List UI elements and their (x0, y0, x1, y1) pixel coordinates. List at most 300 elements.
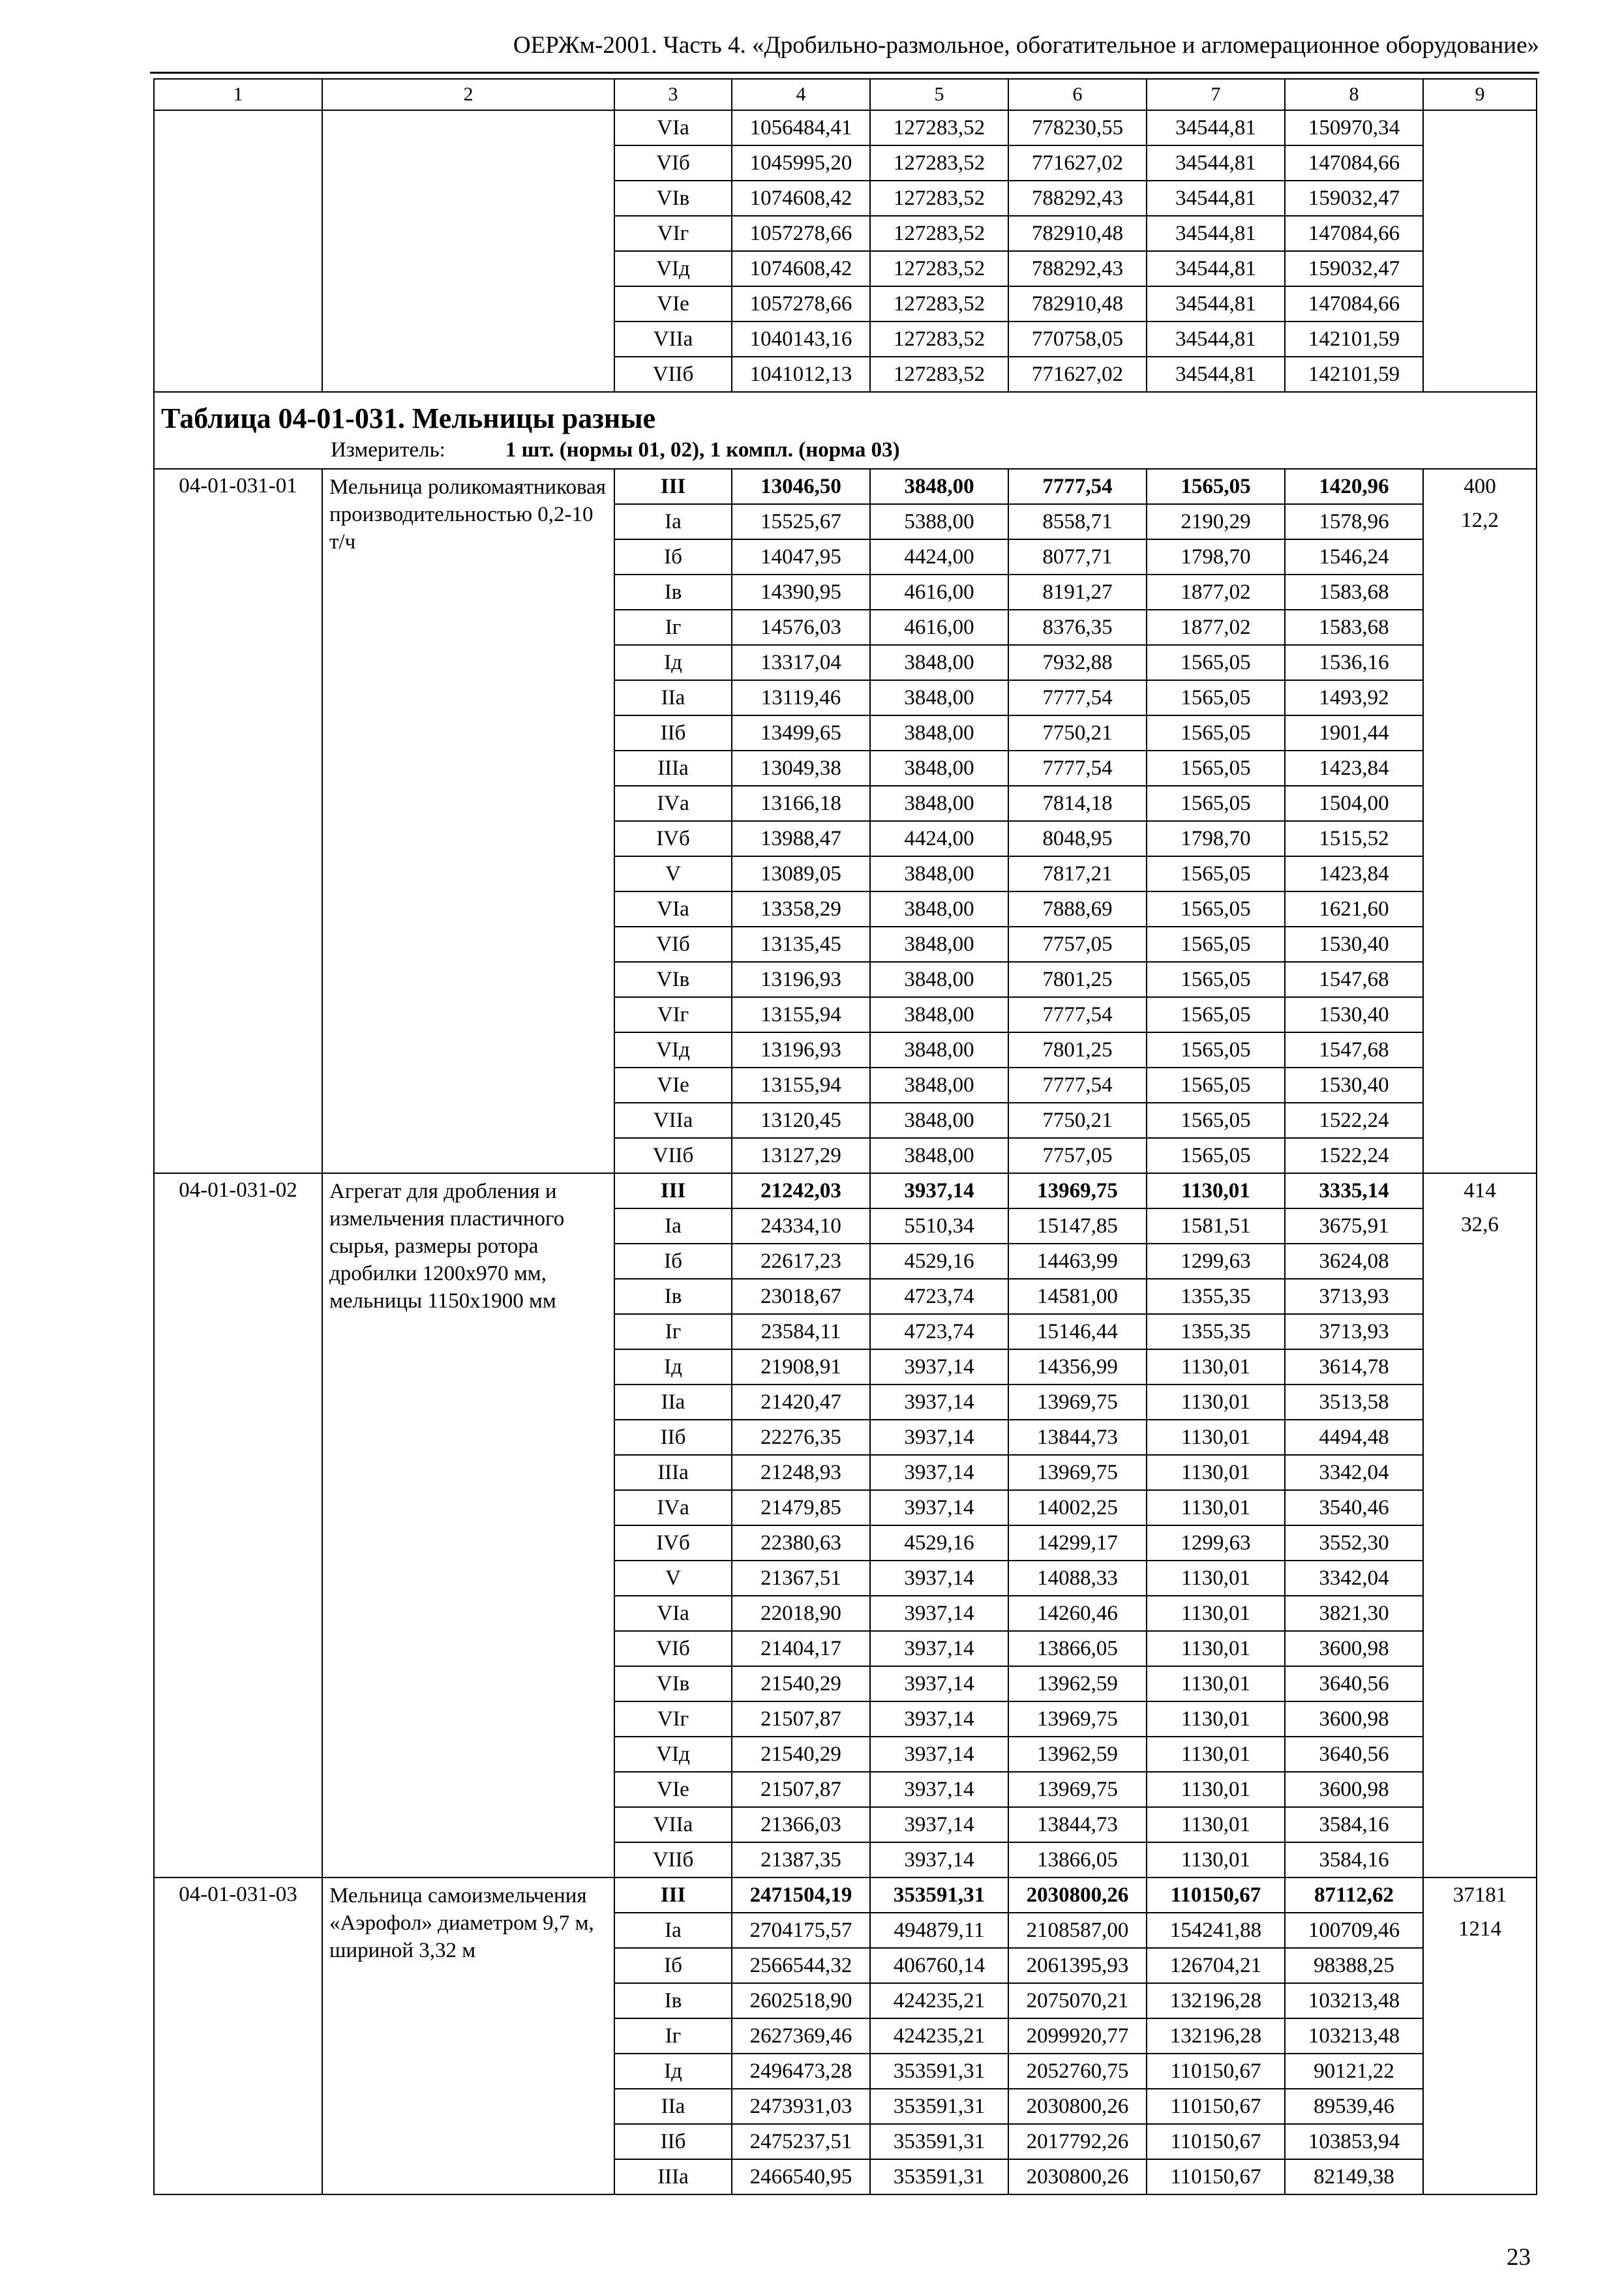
value-cell: 3848,00 (870, 680, 1008, 715)
value-cell: 3540,46 (1285, 1490, 1423, 1525)
norm-code: 04-01-031-01 (154, 469, 322, 1173)
value-cell: 1045995,20 (732, 145, 870, 181)
value-cell: 1423,84 (1285, 751, 1423, 786)
zone-cell: VIе (614, 1772, 732, 1807)
value-cell: 1130,01 (1147, 1596, 1285, 1631)
value-cell: 3848,00 (870, 715, 1008, 751)
zone-cell: III (614, 469, 732, 504)
value-cell: 1355,35 (1147, 1314, 1285, 1349)
value-cell: 13089,05 (732, 856, 870, 891)
zone-cell: VIб (614, 927, 732, 962)
value-cell: 4723,74 (870, 1279, 1008, 1314)
zone-cell: Iг (614, 2018, 732, 2054)
value-cell: 353591,31 (870, 2089, 1008, 2124)
col9-cell (1423, 1173, 1537, 1878)
value-cell: 3821,30 (1285, 1596, 1423, 1631)
value-cell: 3937,14 (870, 1807, 1008, 1842)
value-cell: 7932,88 (1008, 645, 1147, 680)
value-cell: 127283,52 (870, 216, 1008, 251)
value-cell: 13969,75 (1008, 1701, 1147, 1737)
unit-value: 1 шт. (нормы 01, 02), 1 компл. (норма 03) (505, 438, 900, 462)
zone-cell: VIIб (614, 1138, 732, 1173)
value-cell: 1798,70 (1147, 821, 1285, 856)
value-cell: 147084,66 (1285, 216, 1423, 251)
zone-cell: Iд (614, 1349, 732, 1384)
code-cell-empty (154, 110, 322, 392)
value-cell: 3848,00 (870, 997, 1008, 1032)
value-cell: 13866,05 (1008, 1631, 1147, 1666)
zone-cell: VIб (614, 145, 732, 181)
value-cell: 13844,73 (1008, 1420, 1147, 1455)
column-number-row (154, 79, 1537, 110)
value-cell: 3675,91 (1285, 1208, 1423, 1244)
column-number-cell: 2 (322, 79, 614, 110)
value-cell: 1130,01 (1147, 1561, 1285, 1596)
zone-cell: VIIа (614, 1103, 732, 1138)
value-cell: 154241,88 (1147, 1913, 1285, 1948)
price-table-body (154, 79, 1537, 2194)
value-cell: 14002,25 (1008, 1490, 1147, 1525)
value-cell: 3937,14 (870, 1596, 1008, 1631)
value-cell: 13358,29 (732, 891, 870, 927)
value-cell: 3848,00 (870, 891, 1008, 927)
value-cell: 788292,43 (1008, 251, 1147, 286)
value-cell: 3614,78 (1285, 1349, 1423, 1384)
zone-cell: IIIа (614, 2159, 732, 2194)
value-cell: 14088,33 (1008, 1561, 1147, 1596)
value-cell: 7801,25 (1008, 962, 1147, 997)
value-cell: 34544,81 (1147, 357, 1285, 392)
value-cell: 4616,00 (870, 575, 1008, 610)
value-cell: 132196,28 (1147, 1983, 1285, 2018)
value-cell: 4494,48 (1285, 1420, 1423, 1455)
value-cell: 406760,14 (870, 1948, 1008, 1983)
value-cell: 788292,43 (1008, 181, 1147, 216)
value-cell: 1583,68 (1285, 575, 1423, 610)
zone-cell: V (614, 1561, 732, 1596)
value-cell: 1798,70 (1147, 539, 1285, 575)
value-cell: 13046,50 (732, 469, 870, 504)
value-cell: 14581,00 (1008, 1279, 1147, 1314)
value-cell: 13119,46 (732, 680, 870, 715)
value-cell: 3584,16 (1285, 1807, 1423, 1842)
value-cell: 14576,03 (732, 610, 870, 645)
zone-cell: IIIа (614, 1455, 732, 1490)
value-cell: 21540,29 (732, 1737, 870, 1772)
value-cell: 8558,71 (1008, 504, 1147, 539)
value-cell: 353591,31 (870, 2124, 1008, 2159)
value-cell: 13962,59 (1008, 1666, 1147, 1701)
value-cell: 24334,10 (732, 1208, 870, 1244)
value-cell: 1420,96 (1285, 469, 1423, 504)
zone-cell: Iв (614, 1983, 732, 2018)
value-cell: 14463,99 (1008, 1244, 1147, 1279)
value-cell: 1074608,42 (732, 181, 870, 216)
value-cell: 3342,04 (1285, 1561, 1423, 1596)
value-cell: 3713,93 (1285, 1279, 1423, 1314)
zone-cell: VIв (614, 181, 732, 216)
value-cell: 127283,52 (870, 286, 1008, 322)
value-cell: 34544,81 (1147, 216, 1285, 251)
value-cell: 2496473,28 (732, 2054, 870, 2089)
value-cell: 98388,25 (1285, 1948, 1423, 1983)
value-cell: 147084,66 (1285, 145, 1423, 181)
value-cell: 1130,01 (1147, 1384, 1285, 1420)
value-cell: 7888,69 (1008, 891, 1147, 927)
value-cell: 3848,00 (870, 1032, 1008, 1068)
value-cell: 21366,03 (732, 1807, 870, 1842)
value-cell: 3335,14 (1285, 1173, 1423, 1208)
value-cell: 3600,98 (1285, 1631, 1423, 1666)
value-cell: 1057278,66 (732, 216, 870, 251)
value-cell: 7814,18 (1008, 786, 1147, 821)
value-cell: 15525,67 (732, 504, 870, 539)
value-cell: 110150,67 (1147, 1878, 1285, 1913)
value-cell: 1130,01 (1147, 1420, 1285, 1455)
col9-value: 37181 (1452, 1883, 1507, 1907)
value-cell: 14299,17 (1008, 1525, 1147, 1561)
col9-value: 414 (1464, 1179, 1496, 1203)
value-cell: 34544,81 (1147, 286, 1285, 322)
value-cell: 8376,35 (1008, 610, 1147, 645)
value-cell: 90121,22 (1285, 2054, 1423, 2089)
value-cell: 13969,75 (1008, 1455, 1147, 1490)
column-number-cell: 3 (614, 79, 732, 110)
value-cell: 22018,90 (732, 1596, 870, 1631)
price-table (153, 78, 1537, 2195)
zone-cell: III (614, 1878, 732, 1913)
zone-cell: VIIб (614, 1842, 732, 1878)
value-cell: 3937,14 (870, 1631, 1008, 1666)
zone-cell: Iб (614, 1244, 732, 1279)
value-cell: 8048,95 (1008, 821, 1147, 856)
zone-cell: IVб (614, 821, 732, 856)
value-cell: 126704,21 (1147, 1948, 1285, 1983)
value-cell: 1040143,16 (732, 322, 870, 357)
value-cell: 13155,94 (732, 997, 870, 1032)
value-cell: 3848,00 (870, 1103, 1008, 1138)
value-cell: 1565,05 (1147, 786, 1285, 821)
norm-name: Агрегат для дробления и измельчения пластичного сырья, размеры ротора дробилки 1200х970 мм, мельницы 1150х1900 мм (322, 1173, 614, 1878)
value-cell: 1565,05 (1147, 1068, 1285, 1103)
value-cell: 1581,51 (1147, 1208, 1285, 1244)
running-header: ОЕРЖм-2001. Часть 4. «Дробильно-размольное, обогатительное и агломерационное оборудование» (513, 32, 1539, 59)
value-cell: 5388,00 (870, 504, 1008, 539)
value-cell: 2602518,90 (732, 1983, 870, 2018)
value-cell: 110150,67 (1147, 2089, 1285, 2124)
value-cell: 2704175,57 (732, 1913, 870, 1948)
value-cell: 132196,28 (1147, 2018, 1285, 2054)
value-cell: 1583,68 (1285, 610, 1423, 645)
value-cell: 7777,54 (1008, 680, 1147, 715)
value-cell: 1565,05 (1147, 645, 1285, 680)
value-cell: 3713,93 (1285, 1314, 1423, 1349)
zone-cell: IVа (614, 1490, 732, 1525)
value-cell: 1130,01 (1147, 1772, 1285, 1807)
value-cell: 21248,93 (732, 1455, 870, 1490)
value-cell: 5510,34 (870, 1208, 1008, 1244)
value-cell: 13196,93 (732, 962, 870, 997)
value-cell: 21540,29 (732, 1666, 870, 1701)
value-cell: 127283,52 (870, 110, 1008, 145)
value-cell: 21507,87 (732, 1772, 870, 1807)
value-cell: 2017792,26 (1008, 2124, 1147, 2159)
page-number: 23 (1507, 2244, 1531, 2271)
value-cell: 21507,87 (732, 1701, 870, 1737)
zone-cell: Iг (614, 1314, 732, 1349)
col9-cell (1423, 1878, 1537, 2194)
value-cell: 1565,05 (1147, 680, 1285, 715)
value-cell: 1547,68 (1285, 962, 1423, 997)
value-cell: 13127,29 (732, 1138, 870, 1173)
value-cell: 1130,01 (1147, 1490, 1285, 1525)
zone-cell: VIIа (614, 322, 732, 357)
value-cell: 147084,66 (1285, 286, 1423, 322)
value-cell: 1493,92 (1285, 680, 1423, 715)
table-row (154, 1173, 1537, 1208)
value-cell: 21479,85 (732, 1490, 870, 1525)
zone-cell: IIа (614, 1384, 732, 1420)
value-cell: 150970,34 (1285, 110, 1423, 145)
zone-cell: Iа (614, 1208, 732, 1244)
value-cell: 1565,05 (1147, 1138, 1285, 1173)
table-title-cell (154, 392, 1537, 469)
zone-cell: VIг (614, 1701, 732, 1737)
value-cell: 4616,00 (870, 610, 1008, 645)
value-cell: 771627,02 (1008, 357, 1147, 392)
value-cell: 1530,40 (1285, 997, 1423, 1032)
value-cell: 14390,95 (732, 575, 870, 610)
value-cell: 89539,46 (1285, 2089, 1423, 2124)
value-cell: 770758,05 (1008, 322, 1147, 357)
value-cell: 7757,05 (1008, 927, 1147, 962)
value-cell: 1041012,13 (732, 357, 870, 392)
zone-cell: VIг (614, 216, 732, 251)
value-cell: 1074608,42 (732, 251, 870, 286)
norm-name: Мельница самоизмельчения «Аэрофол» диаметром 9,7 м, шириной 3,32 м (322, 1878, 614, 2194)
zone-cell: VIе (614, 286, 732, 322)
table-row (154, 110, 1537, 145)
value-cell: 4529,16 (870, 1525, 1008, 1561)
price-table-sheet (153, 78, 1536, 2195)
value-cell: 1546,24 (1285, 539, 1423, 575)
value-cell: 3937,14 (870, 1561, 1008, 1596)
value-cell: 7750,21 (1008, 1103, 1147, 1138)
header-rule (150, 72, 1539, 74)
value-cell: 2099920,77 (1008, 2018, 1147, 2054)
value-cell: 1130,01 (1147, 1455, 1285, 1490)
value-cell: 3848,00 (870, 1068, 1008, 1103)
value-cell: 110150,67 (1147, 2159, 1285, 2194)
value-cell: 494879,11 (870, 1913, 1008, 1948)
value-cell: 22617,23 (732, 1244, 870, 1279)
value-cell: 3848,00 (870, 645, 1008, 680)
column-number-cell: 1 (154, 79, 322, 110)
value-cell: 1877,02 (1147, 575, 1285, 610)
value-cell: 1130,01 (1147, 1631, 1285, 1666)
value-cell: 3937,14 (870, 1772, 1008, 1807)
value-cell: 13962,59 (1008, 1737, 1147, 1772)
zone-cell: VIа (614, 891, 732, 927)
value-cell: 34544,81 (1147, 251, 1285, 286)
value-cell: 3937,14 (870, 1349, 1008, 1384)
value-cell: 13049,38 (732, 751, 870, 786)
value-cell: 7750,21 (1008, 715, 1147, 751)
value-cell: 7817,21 (1008, 856, 1147, 891)
zone-cell: VIа (614, 1596, 732, 1631)
value-cell: 2566544,32 (732, 1948, 870, 1983)
zone-cell: Iв (614, 575, 732, 610)
zone-cell: VIб (614, 1631, 732, 1666)
value-cell: 13969,75 (1008, 1384, 1147, 1420)
value-cell: 3848,00 (870, 962, 1008, 997)
value-cell: 353591,31 (870, 1878, 1008, 1913)
value-cell: 8077,71 (1008, 539, 1147, 575)
value-cell: 1057278,66 (732, 286, 870, 322)
zone-cell: VIд (614, 1737, 732, 1772)
value-cell: 14260,46 (1008, 1596, 1147, 1631)
value-cell: 3848,00 (870, 856, 1008, 891)
value-cell: 82149,38 (1285, 2159, 1423, 2194)
value-cell: 1056484,41 (732, 110, 870, 145)
value-cell: 110150,67 (1147, 2124, 1285, 2159)
zone-cell: Iа (614, 1913, 732, 1948)
value-cell: 13196,93 (732, 1032, 870, 1068)
column-number-cell: 6 (1008, 79, 1147, 110)
zone-cell: VIд (614, 251, 732, 286)
value-cell: 34544,81 (1147, 145, 1285, 181)
value-cell: 1530,40 (1285, 1068, 1423, 1103)
zone-cell: IVа (614, 786, 732, 821)
value-cell: 7801,25 (1008, 1032, 1147, 1068)
value-cell: 4723,74 (870, 1314, 1008, 1349)
value-cell: 3937,14 (870, 1490, 1008, 1525)
column-number-cell: 7 (1147, 79, 1285, 110)
value-cell: 87112,62 (1285, 1878, 1423, 1913)
value-cell: 103213,48 (1285, 1983, 1423, 2018)
value-cell: 13135,45 (732, 927, 870, 962)
col9-value: 12,2 (1461, 509, 1499, 532)
value-cell: 782910,48 (1008, 286, 1147, 322)
zone-cell: IIб (614, 2124, 732, 2159)
zone-cell: Iб (614, 539, 732, 575)
table-row (154, 469, 1537, 504)
zone-cell: VIIа (614, 1807, 732, 1842)
column-number-cell: 9 (1423, 79, 1537, 110)
value-cell: 127283,52 (870, 145, 1008, 181)
value-cell: 13120,45 (732, 1103, 870, 1138)
value-cell: 771627,02 (1008, 145, 1147, 181)
value-cell: 1130,01 (1147, 1842, 1285, 1878)
zone-cell: Iг (614, 610, 732, 645)
value-cell: 1130,01 (1147, 1666, 1285, 1701)
zone-cell: IIб (614, 715, 732, 751)
value-cell: 424235,21 (870, 2018, 1008, 2054)
value-cell: 782910,48 (1008, 216, 1147, 251)
value-cell: 2475237,51 (732, 2124, 870, 2159)
value-cell: 15147,85 (1008, 1208, 1147, 1244)
value-cell: 13969,75 (1008, 1772, 1147, 1807)
value-cell: 142101,59 (1285, 322, 1423, 357)
value-cell: 21420,47 (732, 1384, 870, 1420)
value-cell: 2627369,46 (732, 2018, 870, 2054)
value-cell: 21387,35 (732, 1842, 870, 1878)
value-cell: 159032,47 (1285, 251, 1423, 286)
value-cell: 1565,05 (1147, 997, 1285, 1032)
value-cell: 3600,98 (1285, 1701, 1423, 1737)
value-cell: 21242,03 (732, 1173, 870, 1208)
value-cell: 2108587,00 (1008, 1913, 1147, 1948)
value-cell: 127283,52 (870, 251, 1008, 286)
norm-code: 04-01-031-03 (154, 1878, 322, 2194)
value-cell: 1299,63 (1147, 1244, 1285, 1279)
zone-cell: VIIб (614, 357, 732, 392)
value-cell: 353591,31 (870, 2159, 1008, 2194)
zone-cell: Iв (614, 1279, 732, 1314)
col9-value: 400 (1464, 475, 1496, 498)
table-title: Таблица 04-01-031. Мельницы разные (161, 402, 656, 434)
value-cell: 1565,05 (1147, 962, 1285, 997)
value-cell: 13166,18 (732, 786, 870, 821)
value-cell: 8191,27 (1008, 575, 1147, 610)
value-cell: 2061395,93 (1008, 1948, 1147, 1983)
value-cell: 3848,00 (870, 1138, 1008, 1173)
value-cell: 159032,47 (1285, 181, 1423, 216)
value-cell: 1522,24 (1285, 1138, 1423, 1173)
value-cell: 22276,35 (732, 1420, 870, 1455)
value-cell: 127283,52 (870, 322, 1008, 357)
value-cell: 3848,00 (870, 469, 1008, 504)
value-cell: 3600,98 (1285, 1772, 1423, 1807)
value-cell: 1578,96 (1285, 504, 1423, 539)
value-cell: 13155,94 (732, 1068, 870, 1103)
value-cell: 13969,75 (1008, 1173, 1147, 1208)
value-cell: 23018,67 (732, 1279, 870, 1314)
zone-cell: IIIа (614, 751, 732, 786)
value-cell: 1547,68 (1285, 1032, 1423, 1068)
value-cell: 1130,01 (1147, 1701, 1285, 1737)
value-cell: 1522,24 (1285, 1103, 1423, 1138)
value-cell: 1621,60 (1285, 891, 1423, 927)
zone-cell: VIв (614, 962, 732, 997)
value-cell: 1565,05 (1147, 856, 1285, 891)
value-cell: 3937,14 (870, 1173, 1008, 1208)
norm-name: Мельница роликомаятниковая производительностью 0,2-10 т/ч (322, 469, 614, 1173)
value-cell: 21367,51 (732, 1561, 870, 1596)
value-cell: 3937,14 (870, 1666, 1008, 1701)
value-cell: 778230,55 (1008, 110, 1147, 145)
value-cell: 1901,44 (1285, 715, 1423, 751)
value-cell: 21404,17 (732, 1631, 870, 1666)
value-cell: 3513,58 (1285, 1384, 1423, 1420)
value-cell: 2466540,95 (732, 2159, 870, 2194)
value-cell: 4424,00 (870, 821, 1008, 856)
value-cell: 127283,52 (870, 357, 1008, 392)
value-cell: 1130,01 (1147, 1737, 1285, 1772)
zone-cell: IIб (614, 1420, 732, 1455)
zone-cell: III (614, 1173, 732, 1208)
value-cell: 1565,05 (1147, 927, 1285, 962)
value-cell: 7777,54 (1008, 751, 1147, 786)
value-cell: 7777,54 (1008, 469, 1147, 504)
value-cell: 110150,67 (1147, 2054, 1285, 2089)
col9-cell (1423, 469, 1537, 1173)
value-cell: 103853,94 (1285, 2124, 1423, 2159)
name-cell-empty (322, 110, 614, 392)
zone-cell: Iа (614, 504, 732, 539)
value-cell: 14047,95 (732, 539, 870, 575)
value-cell: 34544,81 (1147, 110, 1285, 145)
